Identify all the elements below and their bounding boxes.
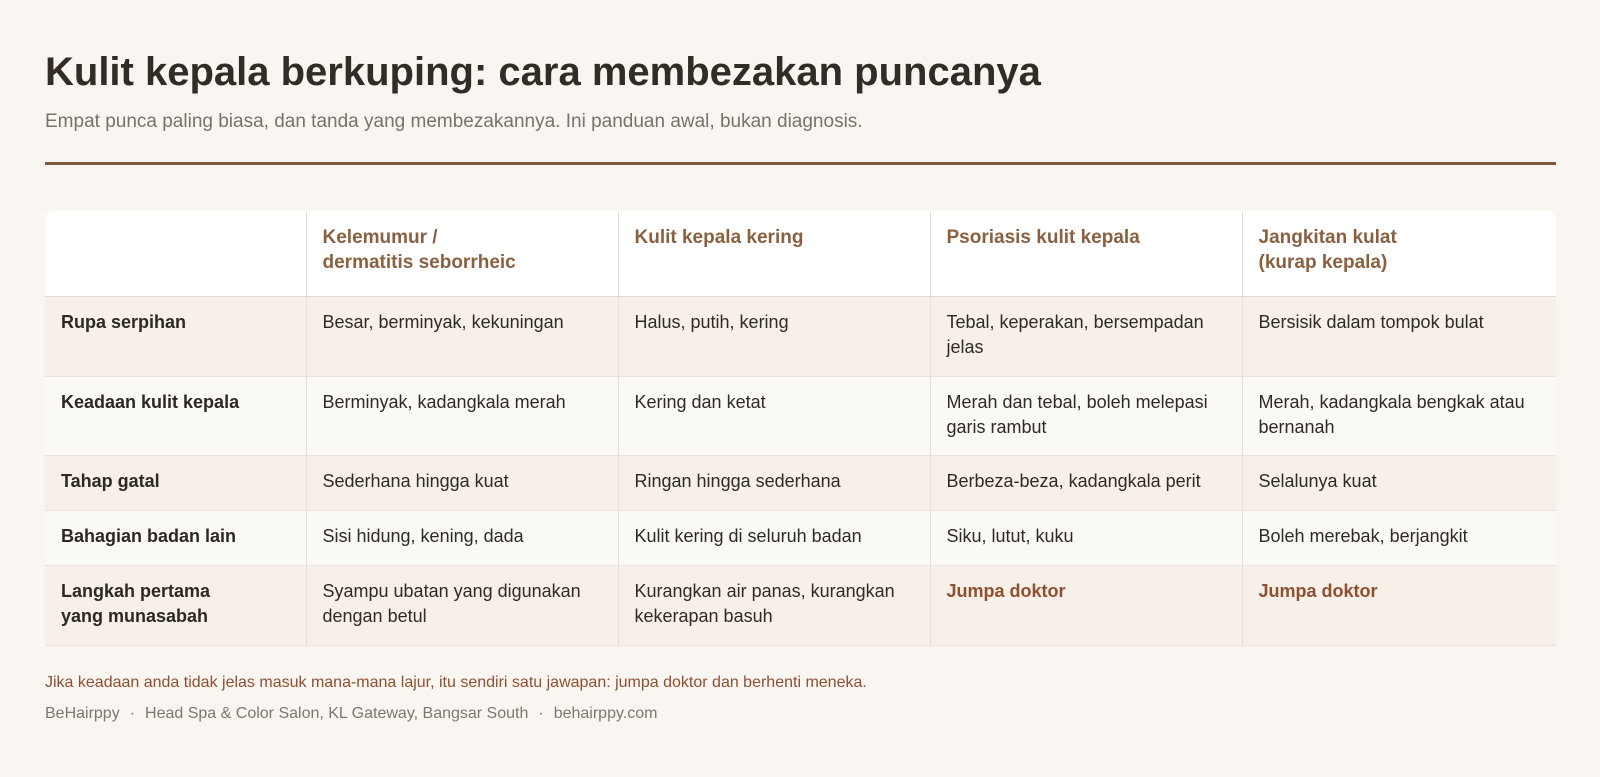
column-header-blank (45, 211, 306, 296)
table-row (45, 455, 1556, 510)
footer-separator: · (129, 705, 136, 722)
table-cell: Syampu ubatan yang digunakan dengan betul (306, 565, 618, 645)
table-row (45, 565, 1556, 645)
column-header-fungal (1242, 211, 1556, 296)
table-cell: Halus, putih, kering (618, 296, 930, 376)
table-header-row (45, 211, 1556, 296)
column-header-label: Kulit kepala kering (634, 227, 804, 248)
table-cell: Boleh merebak, berjangkit (1242, 510, 1556, 565)
table-cell: Kurangkan air panas, kurangkan kekerapan basuh (618, 565, 930, 645)
table-cell: Berminyak, kadangkala merah (306, 376, 618, 455)
table-cell: Siku, lutut, kuku (930, 510, 1242, 565)
table-cell-see-doctor: Jumpa doktor (1242, 565, 1556, 645)
row-label (45, 565, 306, 645)
table-row (45, 296, 1556, 376)
column-header-label: Kelemumur / dermatitis seborrheic (322, 227, 516, 273)
footer-separator: · (538, 705, 544, 722)
table-cell: Kering dan ketat (618, 376, 930, 455)
footnote: Jika keadaan anda tidak jelas masuk mana-mana lajur, itu sendiri satu jawapan: jumpa doktor dan berhenti meneka. (45, 674, 867, 691)
column-header-dry-scalp (618, 211, 930, 296)
table-row (45, 510, 1556, 565)
footer (45, 705, 657, 723)
table-cell: Kulit kering di seluruh badan (618, 510, 930, 565)
page-subtitle: Empat punca paling biasa, dan tanda yang membezakannya. Ini panduan awal, bukan diagnosis. (45, 111, 863, 132)
row-label: Rupa serpihan (61, 311, 187, 332)
column-header-label: Jangkitan kulat (kurap kepala) (1258, 227, 1397, 273)
table-cell: Tebal, keperakan, bersempadan jelas (930, 296, 1242, 376)
table-row (45, 376, 1556, 455)
header-divider (45, 162, 1556, 165)
table-cell: Merah dan tebal, boleh melepasi garis rambut (930, 376, 1242, 455)
table-cell: Sederhana hingga kuat (306, 455, 618, 510)
table-cell-see-doctor: Jumpa doktor (930, 565, 1242, 645)
row-label: Bahagian badan lain (61, 525, 237, 546)
table-cell: Bersisik dalam tompok bulat (1242, 296, 1556, 376)
table-cell: Merah, kadangkala bengkak atau bernanah (1242, 376, 1556, 455)
row-label: Tahap gatal (61, 470, 160, 491)
row-label: Keadaan kulit kepala (61, 391, 240, 412)
column-header-label: Psoriasis kulit kepala (946, 227, 1140, 248)
row-label-text: Langkah pertama yang munasabah (61, 580, 211, 626)
table-cell: Ringan hingga sederhana (618, 455, 930, 510)
footer-brand: BeHairppy (45, 705, 120, 722)
column-header-psoriasis (930, 211, 1242, 296)
page-title: Kulit kepala berkuping: cara membezakan puncanya (45, 50, 1041, 94)
table-cell: Besar, berminyak, kekuningan (306, 296, 618, 376)
table-cell: Selalunya kuat (1242, 455, 1556, 510)
column-header-dandruff (306, 211, 618, 296)
footer-website[interactable]: behairppy.com (553, 705, 658, 722)
comparison-table (45, 211, 1556, 646)
table-cell: Berbeza-beza, kadangkala perit (930, 455, 1242, 510)
table-cell: Sisi hidung, kening, dada (306, 510, 618, 565)
footer-location: Head Spa & Color Salon, KL Gateway, Bangsar South (145, 705, 529, 722)
